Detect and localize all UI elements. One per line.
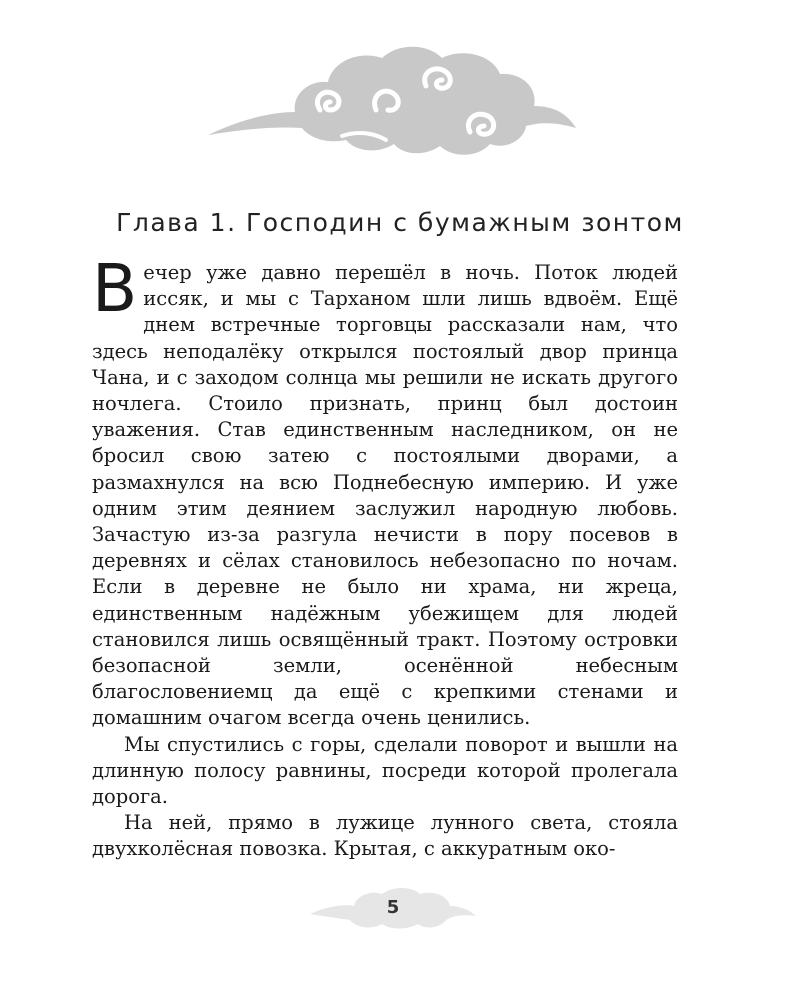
- paragraph-1: [92, 250, 678, 732]
- paragraph-1-text: ечер уже давно перешёл в ночь. Поток людей иссяк, и мы с Тарханом шли лишь вдвоём. Ещё днем встречные торговцы рассказали нам, что здесь неподалёку открылся постоялый двор принца Чана, и с заходом солнца мы решили не искать другого ночлега. Стоило признать, принц был достоин уважения. Став единственным наследником, он не бросил свою затею с постоялыми дворами, а размахнулся на всю Поднебесную империю. И уже одним этим деянием заслужил народную любовь. Зачастую из-за разгула нечисти в пору посевов в деревнях и сёлах становилось небезопасно по ночам. Если в деревне не было ни храма, ни жреца, единственным надёжным убежищем для людей становился лишь освящённый тракт. Поэтому островки безопасной земли, осенённой небесным благословениемц да ещё с крепкими стенами и домашним очагом всегда очень ценились.: [92, 261, 678, 730]
- paragraph-2: Мы спустились с горы, сделали поворот и вышли на длинную полосу равнины, посреди которой пролегала дорога.: [92, 732, 678, 809]
- paragraph-3: На ней, прямо в лужице лунного света, стояла двухколёсная повозка. Крытая, с аккуратным око-: [92, 811, 678, 861]
- page-number: 5: [386, 897, 400, 918]
- chapter-title: Глава 1. Господин с бумажным зонтом: [116, 208, 684, 237]
- chapter-body: [92, 250, 678, 863]
- cloud-ornament-icon: [200, 40, 580, 170]
- drop-cap: В: [92, 250, 138, 327]
